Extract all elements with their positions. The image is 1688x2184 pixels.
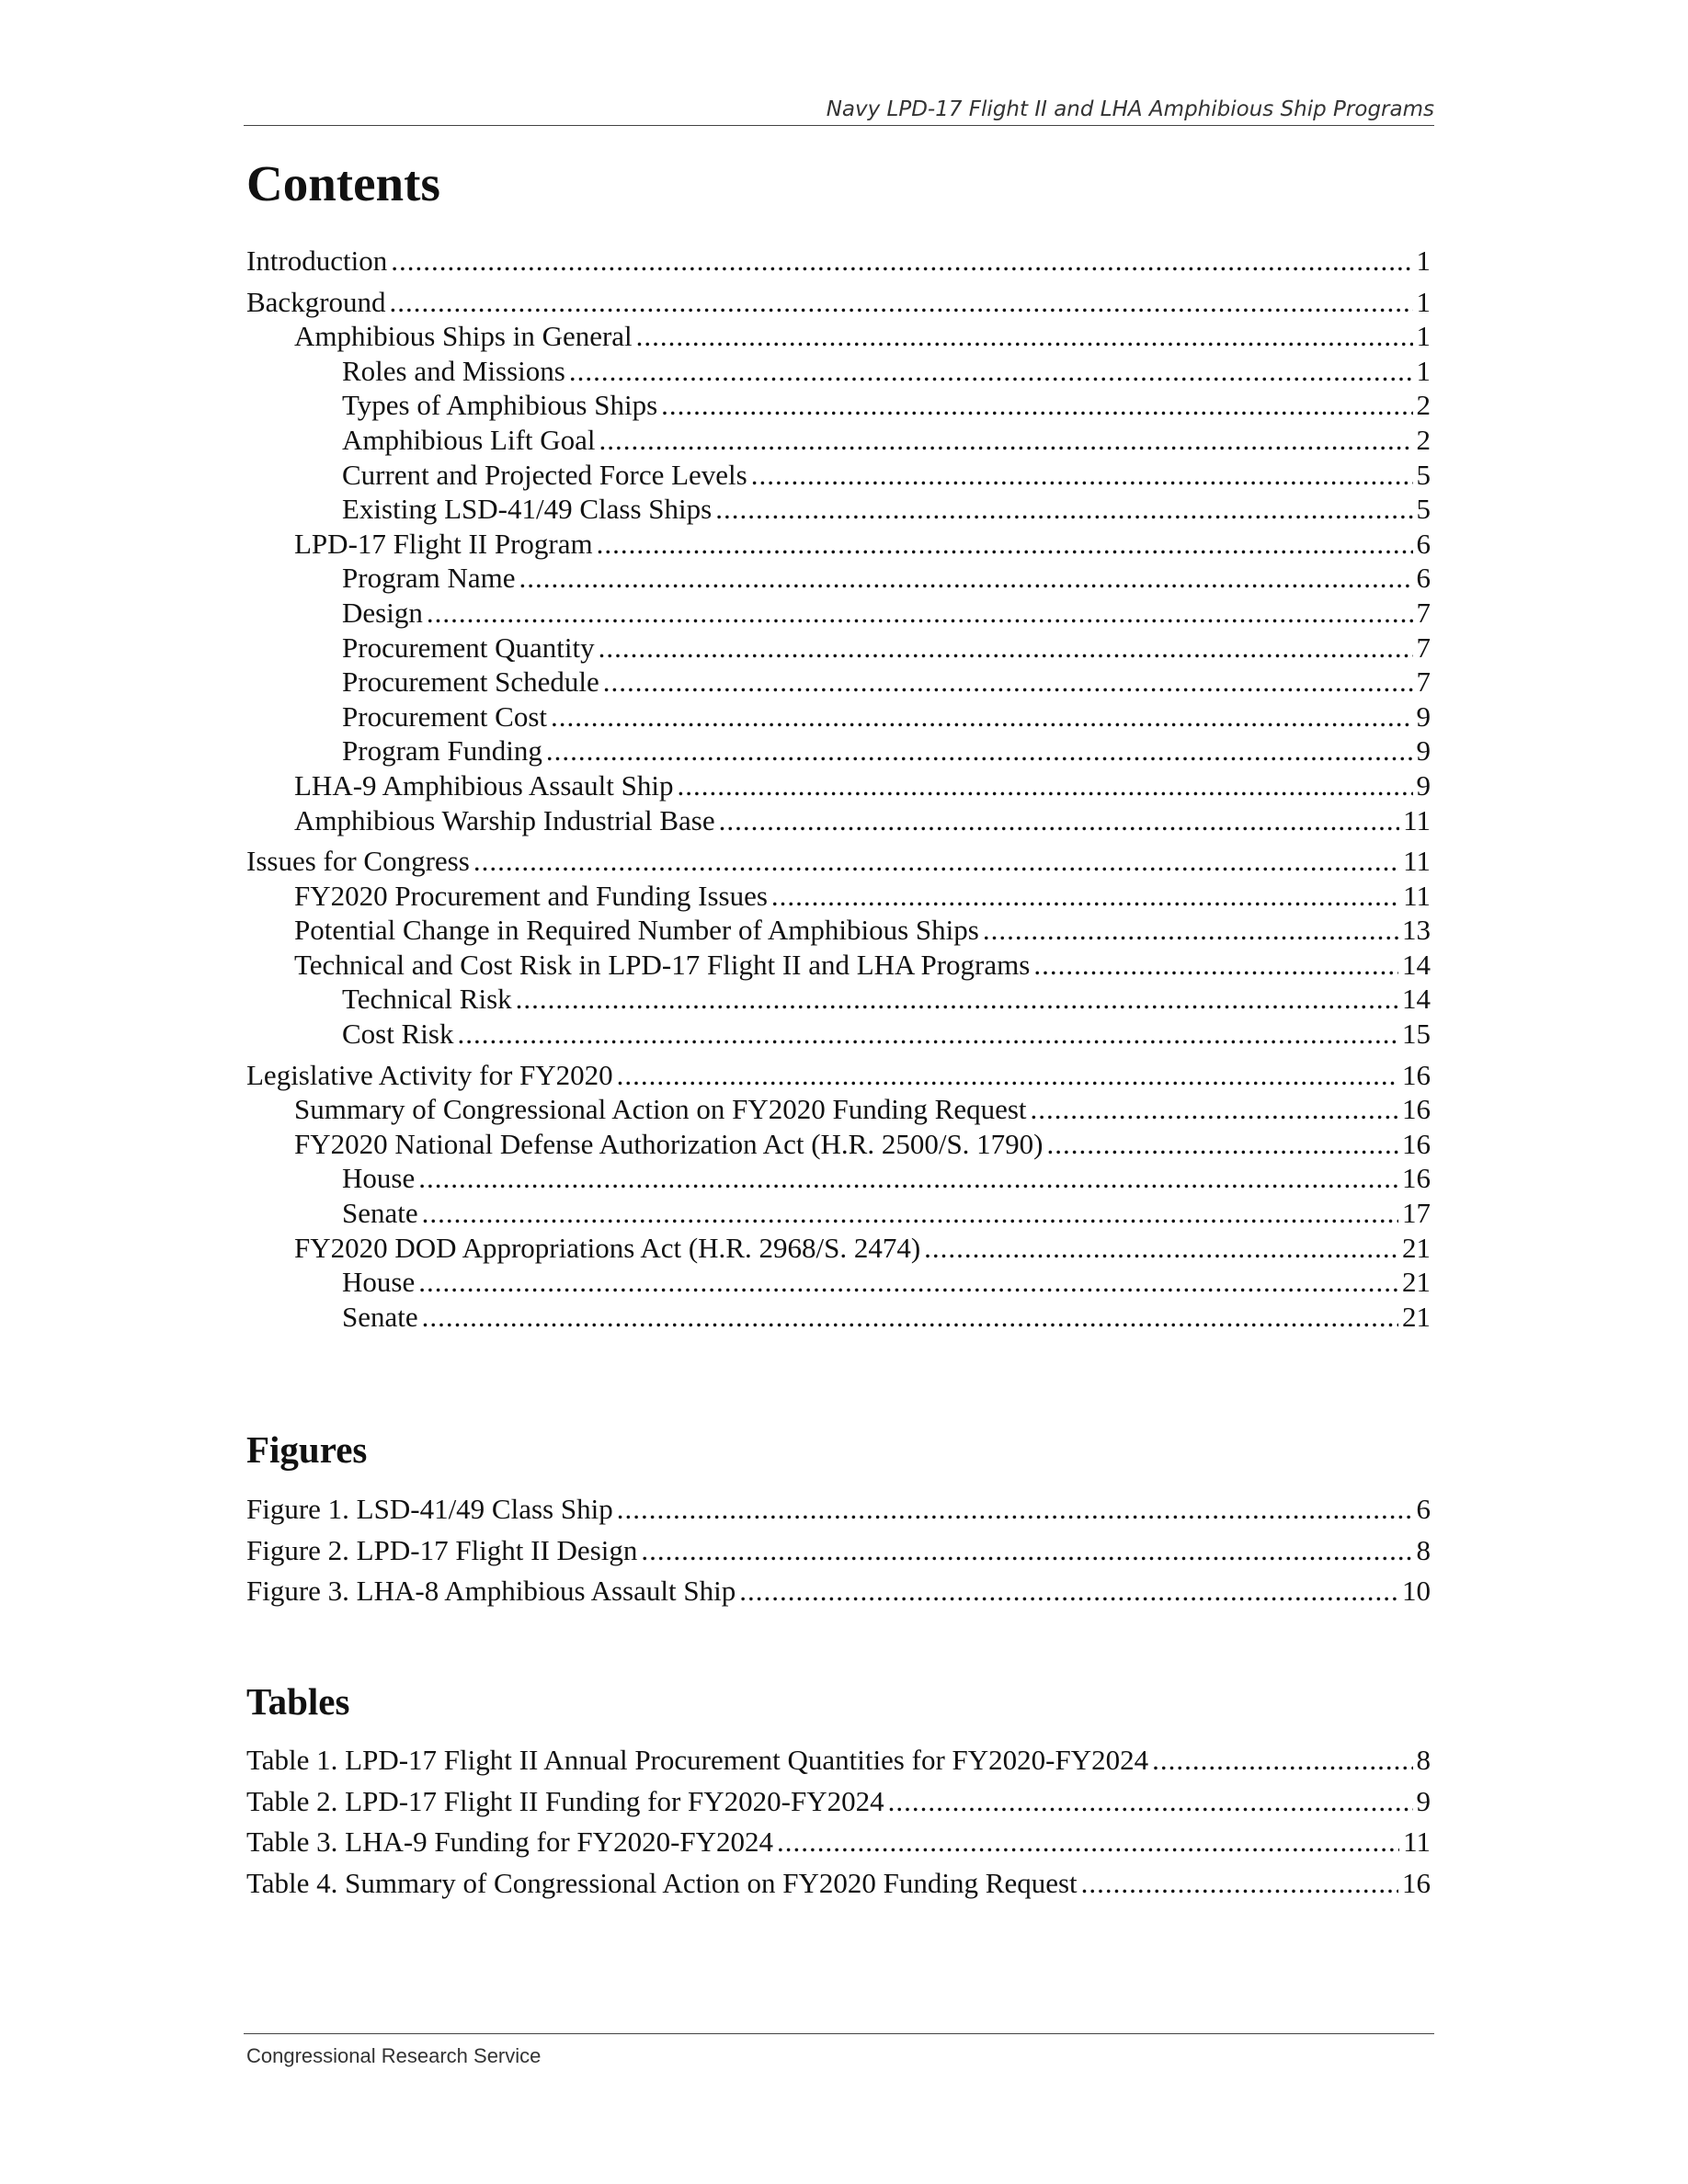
- contents-entry-label: LHA-9 Amphibious Assault Ship: [294, 768, 674, 802]
- contents-entry-label: LPD-17 Flight II Program: [294, 527, 593, 560]
- dot-leader: [418, 1161, 1398, 1196]
- contents-list: [246, 244, 1431, 1334]
- contents-entry-page: 15: [1402, 1018, 1431, 1051]
- dot-leader: [516, 982, 1398, 1017]
- running-header: Navy LPD-17 Flight II and LHA Amphibious Ship Programs: [826, 97, 1434, 121]
- dot-leader: [551, 700, 1413, 734]
- header-rule: [244, 125, 1434, 126]
- figures-heading: Figures: [246, 1428, 368, 1471]
- figure-entry[interactable]: [246, 1533, 1431, 1568]
- table-entry[interactable]: [246, 1825, 1431, 1860]
- contents-entry-page: 5: [1416, 458, 1431, 491]
- dot-leader: [636, 319, 1413, 354]
- contents-entry-page: 2: [1416, 389, 1431, 422]
- contents-entry-label: Program Funding: [342, 734, 542, 768]
- contents-entry-page: 6: [1416, 527, 1431, 560]
- contents-entry-label: Amphibious Warship Industrial Base: [294, 803, 715, 836]
- contents-entry-page: 1: [1416, 285, 1431, 318]
- contents-entry[interactable]: [246, 561, 1431, 596]
- contents-entry-page: 21: [1402, 1266, 1431, 1299]
- dot-leader: [751, 458, 1413, 493]
- contents-entry-label: FY2020 DOD Appropriations Act (H.R. 2968/S. 2474): [294, 1231, 921, 1264]
- contents-entry-page: 14: [1402, 983, 1431, 1016]
- contents-entry-page: 9: [1416, 700, 1431, 733]
- figure-entry-page: 6: [1416, 1493, 1431, 1525]
- dot-leader: [719, 803, 1400, 838]
- contents-entry[interactable]: [246, 948, 1431, 983]
- contents-entry[interactable]: [246, 913, 1431, 948]
- contents-entry[interactable]: [246, 982, 1431, 1017]
- contents-entry-page: 21: [1402, 1300, 1431, 1333]
- contents-entry-label: Summary of Congressional Action on FY2020 Funding Request: [294, 1093, 1027, 1126]
- contents-entry[interactable]: [246, 1231, 1431, 1266]
- contents-entry-label: FY2020 National Defense Authorization Act (H.R. 2500/S. 1790): [294, 1127, 1044, 1160]
- contents-entry-label: Roles and Missions: [342, 354, 565, 387]
- dot-leader: [418, 1265, 1398, 1300]
- dot-leader: [569, 354, 1413, 389]
- dot-leader: [1152, 1743, 1412, 1778]
- contents-entry-label: Types of Amphibious Ships: [342, 389, 658, 422]
- contents-entry-page: 11: [1403, 879, 1431, 912]
- contents-entry-label: Senate: [342, 1300, 418, 1333]
- contents-entry[interactable]: [246, 700, 1431, 734]
- contents-entry[interactable]: [246, 1265, 1431, 1300]
- dot-leader: [422, 1300, 1398, 1335]
- contents-entry[interactable]: [246, 1161, 1431, 1196]
- contents-entry-label: Legislative Activity for FY2020: [246, 1058, 613, 1091]
- contents-entry-label: Senate: [342, 1197, 418, 1230]
- dot-leader: [715, 492, 1412, 527]
- dot-leader: [597, 527, 1413, 562]
- contents-entry-page: 16: [1402, 1058, 1431, 1091]
- table-entry-page: 9: [1416, 1784, 1431, 1817]
- contents-entry-page: 16: [1402, 1093, 1431, 1126]
- contents-entry[interactable]: [246, 1127, 1431, 1162]
- table-entry-label: Table 3. LHA-9 Funding for FY2020-FY2024: [246, 1826, 774, 1859]
- contents-entry-label: Technical and Cost Risk in LPD-17 Flight II and LHA Programs: [294, 948, 1031, 981]
- contents-entry-page: 2: [1416, 423, 1431, 456]
- dot-leader: [641, 1533, 1412, 1568]
- contents-entry-page: 7: [1416, 596, 1431, 629]
- contents-entry-label: Potential Change in Required Number of Amphibious Ships: [294, 914, 979, 947]
- dot-leader: [422, 1196, 1398, 1231]
- contents-entry[interactable]: [246, 388, 1431, 423]
- contents-entry[interactable]: [246, 527, 1431, 562]
- contents-entry-label: Procurement Cost: [342, 700, 547, 733]
- contents-entry[interactable]: [246, 844, 1431, 879]
- figures-list: [246, 1492, 1431, 1609]
- figure-entry-label: Figure 2. LPD-17 Flight II Design: [246, 1533, 638, 1566]
- figure-entry[interactable]: [246, 1492, 1431, 1527]
- table-entry[interactable]: [246, 1784, 1431, 1819]
- contents-entry[interactable]: [246, 1092, 1431, 1127]
- figure-entry-page: 8: [1416, 1533, 1431, 1566]
- dot-leader: [519, 561, 1413, 596]
- contents-entry[interactable]: [246, 1058, 1431, 1093]
- contents-entry-page: 13: [1402, 914, 1431, 947]
- tables-list: [246, 1743, 1431, 1900]
- contents-entry[interactable]: [246, 879, 1431, 914]
- figure-entry-label: Figure 1. LSD-41/49 Class Ship: [246, 1493, 613, 1525]
- contents-entry[interactable]: [246, 665, 1431, 700]
- contents-entry-label: Existing LSD-41/49 Class Ships: [342, 493, 713, 526]
- table-entry-label: Table 2. LPD-17 Flight II Funding for FY2020-FY2024: [246, 1784, 884, 1817]
- contents-entry[interactable]: [246, 492, 1431, 527]
- contents-entry-page: 16: [1402, 1127, 1431, 1160]
- dot-leader: [983, 913, 1398, 948]
- contents-entry-page: 16: [1402, 1162, 1431, 1195]
- table-entry[interactable]: [246, 1743, 1431, 1778]
- contents-entry-page: 7: [1416, 631, 1431, 664]
- contents-entry-page: 11: [1403, 803, 1431, 836]
- contents-entry-page: 9: [1416, 734, 1431, 768]
- contents-entry-label: Technical Risk: [342, 983, 512, 1016]
- table-entry-page: 16: [1402, 1866, 1431, 1899]
- contents-entry[interactable]: [246, 423, 1431, 458]
- dot-leader: [1047, 1127, 1398, 1162]
- contents-entry-label: Current and Projected Force Levels: [342, 458, 747, 491]
- contents-entry-page: 21: [1402, 1231, 1431, 1264]
- dot-leader: [427, 596, 1413, 631]
- contents-entry-page: 1: [1416, 320, 1431, 353]
- dot-leader: [390, 285, 1413, 320]
- dot-leader: [391, 244, 1412, 279]
- tables-heading: Tables: [246, 1680, 350, 1723]
- contents-entry-label: Program Name: [342, 562, 516, 595]
- contents-entry-label: Amphibious Ships in General: [294, 320, 633, 353]
- contents-entry[interactable]: [246, 734, 1431, 768]
- contents-entry-page: 7: [1416, 665, 1431, 699]
- dot-leader: [473, 844, 1399, 879]
- dot-leader: [739, 1574, 1398, 1609]
- contents-entry[interactable]: [246, 244, 1431, 279]
- contents-entry[interactable]: [246, 803, 1431, 838]
- contents-heading: Contents: [246, 155, 440, 211]
- contents-entry-label: Cost Risk: [342, 1018, 454, 1051]
- contents-entry-label: House: [342, 1162, 416, 1195]
- dot-leader: [617, 1058, 1398, 1093]
- dot-leader: [599, 423, 1413, 458]
- table-entry-label: Table 4. Summary of Congressional Action on FY2020 Funding Request: [246, 1866, 1078, 1899]
- contents-entry[interactable]: [246, 596, 1431, 631]
- contents-entry-page: 17: [1402, 1197, 1431, 1230]
- contents-entry[interactable]: [246, 631, 1431, 665]
- contents-entry-page: 1: [1416, 354, 1431, 387]
- dot-leader: [457, 1017, 1398, 1052]
- dot-leader: [599, 631, 1413, 665]
- contents-entry[interactable]: [246, 1017, 1431, 1052]
- contents-entry[interactable]: [246, 458, 1431, 493]
- dot-leader: [603, 665, 1413, 700]
- contents-entry[interactable]: [246, 1196, 1431, 1231]
- contents-entry-label: FY2020 Procurement and Funding Issues: [294, 879, 768, 912]
- table-entry[interactable]: [246, 1866, 1431, 1901]
- dot-leader: [888, 1784, 1413, 1819]
- contents-entry-label: Introduction: [246, 245, 388, 277]
- contents-entry-label: Design: [342, 596, 423, 629]
- contents-entry[interactable]: [246, 768, 1431, 803]
- contents-entry-label: Background: [246, 285, 386, 318]
- figure-entry-label: Figure 3. LHA-8 Amphibious Assault Ship: [246, 1575, 736, 1608]
- footer-text: Congressional Research Service: [246, 2044, 542, 2067]
- dot-leader: [546, 734, 1413, 768]
- contents-entry[interactable]: [246, 319, 1431, 354]
- figure-entry[interactable]: [246, 1574, 1431, 1609]
- table-entry-page: 8: [1416, 1744, 1431, 1776]
- figure-entry-page: 10: [1402, 1575, 1431, 1608]
- table-entry-label: Table 1. LPD-17 Flight II Annual Procurement Quantities for FY2020-FY2024: [246, 1744, 1149, 1776]
- table-entry-page: 11: [1403, 1826, 1431, 1859]
- dot-leader: [1031, 1092, 1398, 1127]
- contents-entry-page: 5: [1416, 493, 1431, 526]
- contents-entry-label: House: [342, 1266, 416, 1299]
- contents-entry-label: Procurement Quantity: [342, 631, 595, 664]
- dot-leader: [924, 1231, 1398, 1266]
- contents-entry-page: 11: [1403, 845, 1431, 878]
- dot-leader: [661, 388, 1412, 423]
- contents-entry[interactable]: [246, 285, 1431, 320]
- contents-entry-label: Issues for Congress: [246, 845, 470, 878]
- dot-leader: [771, 879, 1399, 914]
- dot-leader: [678, 768, 1413, 803]
- dot-leader: [1033, 948, 1398, 983]
- contents-entry-page: 1: [1416, 245, 1431, 277]
- footer-rule: [244, 2033, 1434, 2034]
- contents-entry[interactable]: [246, 1300, 1431, 1335]
- contents-entry-label: Amphibious Lift Goal: [342, 423, 596, 456]
- contents-entry-page: 9: [1416, 768, 1431, 802]
- dot-leader: [617, 1492, 1413, 1527]
- contents-entry[interactable]: [246, 354, 1431, 389]
- contents-entry-page: 6: [1416, 562, 1431, 595]
- contents-entry-page: 14: [1402, 948, 1431, 981]
- contents-entry-label: Procurement Schedule: [342, 665, 599, 699]
- dot-leader: [777, 1825, 1399, 1860]
- dot-leader: [1081, 1866, 1398, 1901]
